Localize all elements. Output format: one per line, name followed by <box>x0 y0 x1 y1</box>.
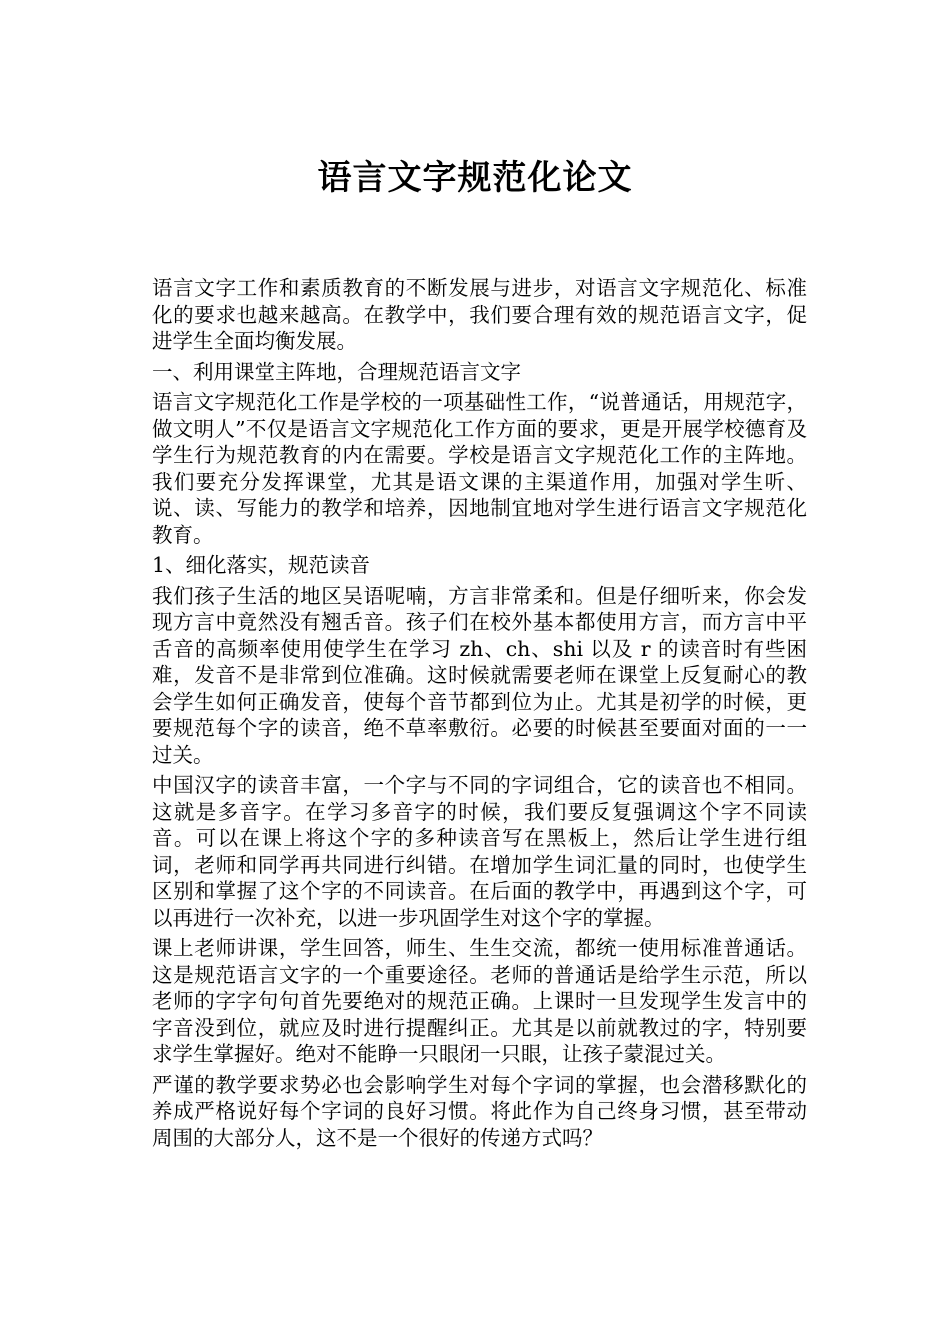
intro-paragraph: 语言文字工作和素质教育的不断发展与进步，对语言文字规范化、标准化的要求也越来越高。在教学中，我们要合理有效的规范语言文字，促进学生全面均衡发展。 <box>152 276 807 353</box>
subsection-heading-1: 1、细化落实，规范读音 <box>152 553 371 577</box>
body-paragraph: 严谨的教学要求势必也会影响学生对每个字词的掌握，也会潜移默化的养成严格说好每个字词的良好习惯。将此作为自己终身习惯，甚至带动周围的大部分人，这不是一个很好的传递方式吗？ <box>152 1072 807 1150</box>
document-title: 语言文字规范化论文 <box>317 158 633 198</box>
section-heading-1: 一、利用课堂主阵地，合理规范语言文字 <box>152 359 521 384</box>
body-paragraph: 我们孩子生活的地区吴语呢喃，方言非常柔和。但是仔细听来，你会发现方言中竟然没有翘舌音。孩子们在校外基本都使用方言，而方言中平舌音的高频率使用使学生在学习 zh、ch、shi 以及 r 的读音时有些困难，发音不是非常到位准确。这时候就需要老师在课堂上反复耐心的教会学生如何正确发音，使每个音节都到位为止。尤其是初学的时候，更要规范每个字的读音，绝不草率敷衍。必要的时候甚至要面对面的一一过关。 <box>152 583 807 767</box>
body-paragraph: 中国汉字的读音丰富，一个字与不同的字词组合，它的读音也不相同。这就是多音字。在学习多音字的时候，我们要反复强调这个字不同读音。可以在课上将这个字的多种读音写在黑板上，然后让学生进行组词，老师和同学再共同进行纠错。在增加学生词汇量的同时，也使学生区别和掌握了这个字的不同读音。在后面的教学中，再遇到这个字，可以再进行一次补充，以进一步巩固学生对这个字的掌握。 <box>152 773 807 930</box>
section-1-paragraph: 语言文字规范化工作是学校的一项基础性工作，“说普通话，用规范字，做文明人”不仅是语言文字规范化工作方面的要求，更是开展学校德育及学生行为规范教育的内在需要。学校是语言文字规范化工作的主阵地。我们要充分发挥课堂，尤其是语文课的主渠道作用，加强对学生听、说、读、写能力的教学和培养，因地制宜地对学生进行语言文字规范化教育。 <box>152 390 807 547</box>
body-paragraph: 课上老师讲课，学生回答，师生、生生交流，都统一使用标准普通话。这是规范语言文字的一个重要途径。老师的普通话是给学生示范，所以老师的字字句句首先要绝对的规范正确。上课时一旦发现学生发言中的字音没到位，就应及时进行提醒纠正。尤其是以前就教过的字，特别要求学生掌握好。绝对不能睁一只眼闭一只眼，让孩子蒙混过关。 <box>152 936 807 1066</box>
document-body <box>152 275 807 1155</box>
